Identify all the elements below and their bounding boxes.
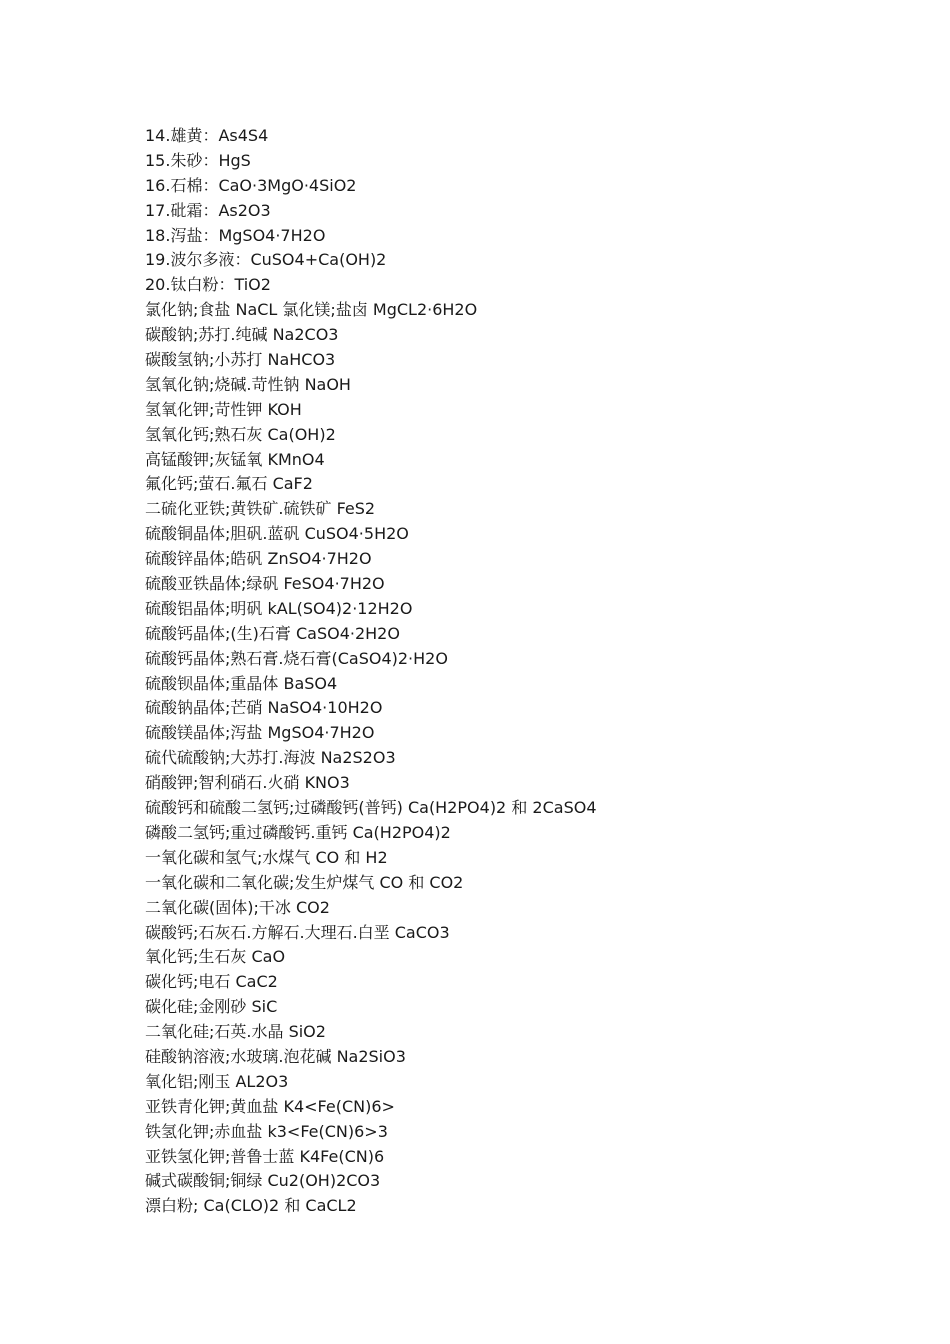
text-line: 氯化钠;食盐 NaCL 氯化镁;盐卤 MgCL2·6H2O (145, 300, 478, 320)
text-line: 硫酸钙晶体;(生)石膏 CaSO4·2H2O (145, 623, 400, 643)
text-line: 氟化钙;萤石.氟石 CaF2 (145, 474, 313, 494)
text-line: 硫酸钡晶体;重晶体 BaSO4 (145, 673, 338, 693)
text-line: 硫酸亚铁晶体;绿矾 FeSO4·7H2O (145, 574, 385, 594)
text-line: 氧化铝;刚玉 AL2O3 (145, 1071, 289, 1091)
text-line: 亚铁青化钾;黄血盐 K4<Fe(CN)6> (145, 1096, 395, 1116)
text-line: 16.石棉：CaO·3MgO·4SiO2 (145, 175, 357, 195)
text-line: 碳化钙;电石 CaC2 (145, 972, 278, 992)
text-line: 15.朱砂：HgS (145, 150, 251, 170)
text-line: 高锰酸钾;灰锰氧 KMnO4 (145, 449, 325, 469)
text-line: 硅酸钠溶液;水玻璃.泡花碱 Na2SiO3 (145, 1046, 406, 1066)
text-line: 氢氧化钠;烧碱.苛性钠 NaOH (145, 374, 351, 394)
text-line: 磷酸二氢钙;重过磷酸钙.重钙 Ca(H2PO4)2 (145, 822, 451, 842)
text-line: 硫酸锌晶体;皓矾 ZnSO4·7H2O (145, 549, 372, 569)
text-line: 14.雄黄：As4S4 (145, 126, 269, 145)
text-line: 硫酸铝晶体;明矾 kAL(SO4)2·12H2O (145, 598, 413, 618)
text-line: 二氧化硅;石英.水晶 SiO2 (145, 1022, 326, 1042)
text-line: 硫酸钠晶体;芒硝 NaSO4·10H2O (145, 698, 383, 718)
text-line: 20.钛白粉：TiO2 (145, 275, 271, 295)
text-line: 氢氧化钙;熟石灰 Ca(OH)2 (145, 424, 336, 444)
text-line: 一氧化碳和二氧化碳;发生炉煤气 CO 和 CO2 (145, 872, 464, 892)
text-line: 硫代硫酸钠;大苏打.海波 Na2S2O3 (145, 748, 396, 768)
text-line: 硝酸钾;智利硝石.火硝 KNO3 (145, 773, 350, 793)
text-line: 亚铁氢化钾;普鲁士蓝 K4Fe(CN)6 (145, 1146, 385, 1166)
text-line: 18.泻盐：MgSO4·7H2O (145, 225, 326, 245)
text-line: 硫酸钙晶体;熟石膏.烧石膏(CaSO4)2·H2O (145, 648, 448, 668)
text-line: 氢氧化钾;苛性钾 KOH (145, 399, 302, 419)
text-line: 碳酸氢钠;小苏打 NaHCO3 (145, 350, 336, 370)
text-line: 19.波尔多液：CuSO4+Ca(OH)2 (145, 250, 387, 270)
document-body (145, 124, 905, 1219)
text-line: 碳酸钠;苏打.纯碱 Na2CO3 (145, 325, 339, 345)
text-line: 碱式碳酸铜;铜绿 Cu2(OH)2CO3 (145, 1171, 381, 1191)
text-line: 氧化钙;生石灰 CaO (145, 947, 286, 967)
text-line: 一氧化碳和氢气;水煤气 CO 和 H2 (145, 847, 388, 867)
text-line: 17.砒霜：As2O3 (145, 200, 271, 220)
text-line: 二氧化碳(固体);干冰 CO2 (145, 897, 330, 917)
text-line: 碳酸钙;石灰石.方解石.大理石.白垩 CaCO3 (145, 922, 450, 942)
text-line: 漂白粉; Ca(CLO)2 和 CaCL2 (145, 1196, 357, 1216)
text-line: 硫酸铜晶体;胆矾.蓝矾 CuSO4·5H2O (145, 524, 409, 544)
text-line: 硫酸钙和硫酸二氢钙;过磷酸钙(普钙) Ca(H2PO4)2 和 2CaSO4 (145, 798, 597, 818)
text-line: 铁氢化钾;赤血盐 k3<Fe(CN)6>3 (145, 1121, 388, 1141)
text-line: 碳化硅;金刚砂 SiC (145, 997, 278, 1017)
text-line: 硫酸镁晶体;泻盐 MgSO4·7H2O (145, 723, 375, 743)
text-line: 二硫化亚铁;黄铁矿.硫铁矿 FeS2 (145, 499, 376, 519)
